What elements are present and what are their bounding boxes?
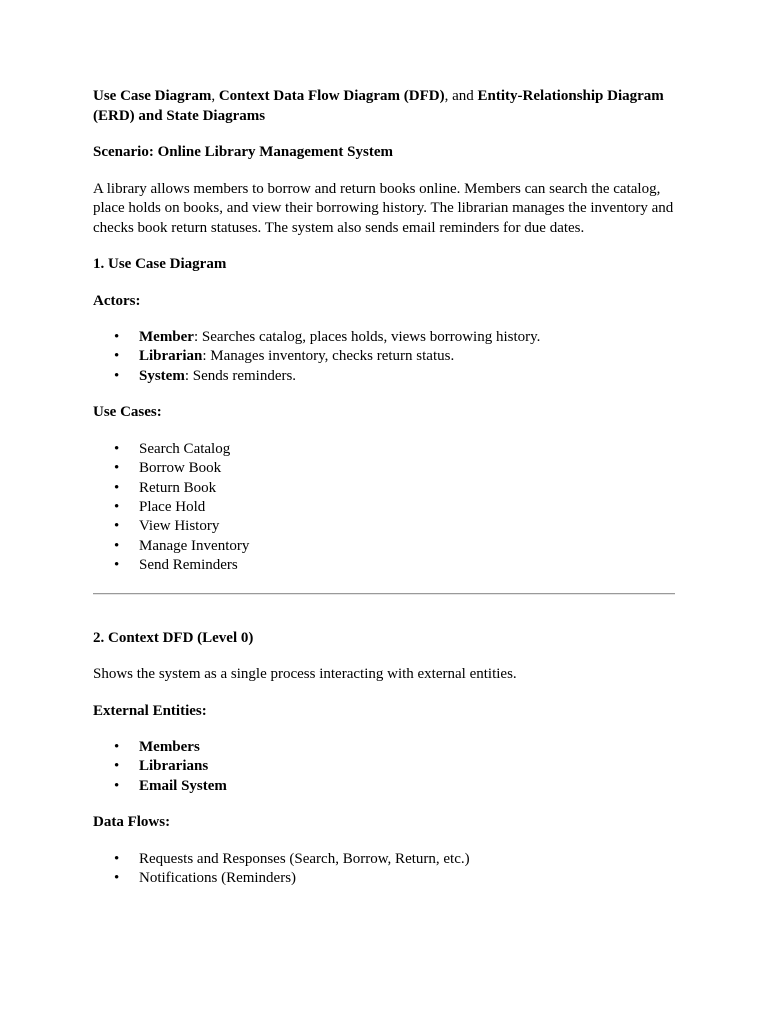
- use-case-item: • Place Hold: [139, 498, 675, 517]
- bullet-icon: •: [114, 777, 120, 794]
- actor-name: Librarian: [139, 348, 203, 365]
- scenario-heading: Scenario: Online Library Management System: [93, 144, 393, 160]
- title-separator-1: ,: [211, 88, 219, 104]
- use-case-item: • Send Reminders: [139, 556, 675, 575]
- external-entities-heading: External Entities:: [93, 702, 207, 719]
- actor-item-system: [114, 367, 675, 386]
- bullet-icon: •: [114, 850, 120, 867]
- data-flows-heading: Data Flows:: [93, 814, 171, 831]
- entity-item: • Librarians: [139, 757, 675, 776]
- data-flow-item: • Notifications (Reminders): [139, 869, 675, 888]
- bullet-icon: •: [114, 348, 120, 365]
- title-part-context-dfd: Context Data Flow Diagram (DFD): [218, 88, 445, 104]
- use-case-item: • Search Catalog: [139, 440, 675, 459]
- actor-description: : Manages inventory, checks return status.: [202, 348, 455, 365]
- actor-name: Member: [139, 329, 194, 345]
- document-content: [93, 87, 675, 906]
- data-flow-item: • Requests and Responses (Search, Borrow, Return, etc.): [139, 850, 675, 869]
- bullet-icon: •: [114, 518, 120, 535]
- actor-item-member: [114, 328, 675, 347]
- actors-list: [93, 328, 675, 386]
- title-part-use-case: Use Case Diagram: [93, 88, 212, 104]
- actor-description: : Sends reminders.: [184, 367, 297, 384]
- bullet-icon: •: [114, 498, 120, 515]
- bullet-icon: •: [114, 367, 120, 384]
- title-separator-2: , and: [444, 88, 478, 104]
- bullet-icon: •: [114, 870, 120, 887]
- document-title: [93, 87, 675, 126]
- title-part-erd-state: Entity-Relationship Diagram (ERD) and State Diagrams: [93, 88, 664, 124]
- use-cases-heading: Use Cases:: [93, 404, 162, 421]
- section-2-description: Shows the system as a single process interacting with external entities.: [93, 666, 517, 683]
- actor-description: : Searches catalog, places holds, views borrowing history.: [193, 329, 541, 345]
- entity-item: • Members: [139, 738, 675, 757]
- entity-item: • Email System: [139, 777, 675, 796]
- bullet-icon: •: [114, 557, 120, 574]
- external-entities-list: [93, 738, 675, 796]
- bullet-icon: •: [114, 537, 120, 554]
- bullet-icon: •: [114, 758, 120, 775]
- use-case-item: • View History: [139, 517, 675, 536]
- bullet-icon: •: [114, 329, 120, 345]
- bullet-icon: •: [114, 460, 120, 477]
- use-case-item: • Return Book: [139, 479, 675, 498]
- section-1-heading: 1. Use Case Diagram: [93, 256, 227, 272]
- section-divider: [93, 593, 675, 595]
- actors-heading: Actors:: [93, 292, 141, 309]
- bullet-icon: •: [114, 739, 120, 756]
- section-2-heading: 2. Context DFD (Level 0): [93, 629, 254, 646]
- actor-item-librarian: [114, 347, 675, 366]
- bullet-icon: •: [114, 479, 120, 496]
- scenario-description: A library allows members to borrow and return books online. Members can search the catalog, place holds on books, and view their borrowing history. The librarian manages the inventory and checks book return statuses. The system also sends email reminders for due dates.: [93, 180, 674, 236]
- use-case-item: • Borrow Book: [139, 459, 675, 478]
- use-case-item: • Manage Inventory: [139, 537, 675, 556]
- actor-name: System: [139, 367, 185, 384]
- bullet-icon: •: [114, 440, 120, 457]
- use-cases-list: [93, 440, 675, 576]
- data-flows-list: [93, 850, 675, 889]
